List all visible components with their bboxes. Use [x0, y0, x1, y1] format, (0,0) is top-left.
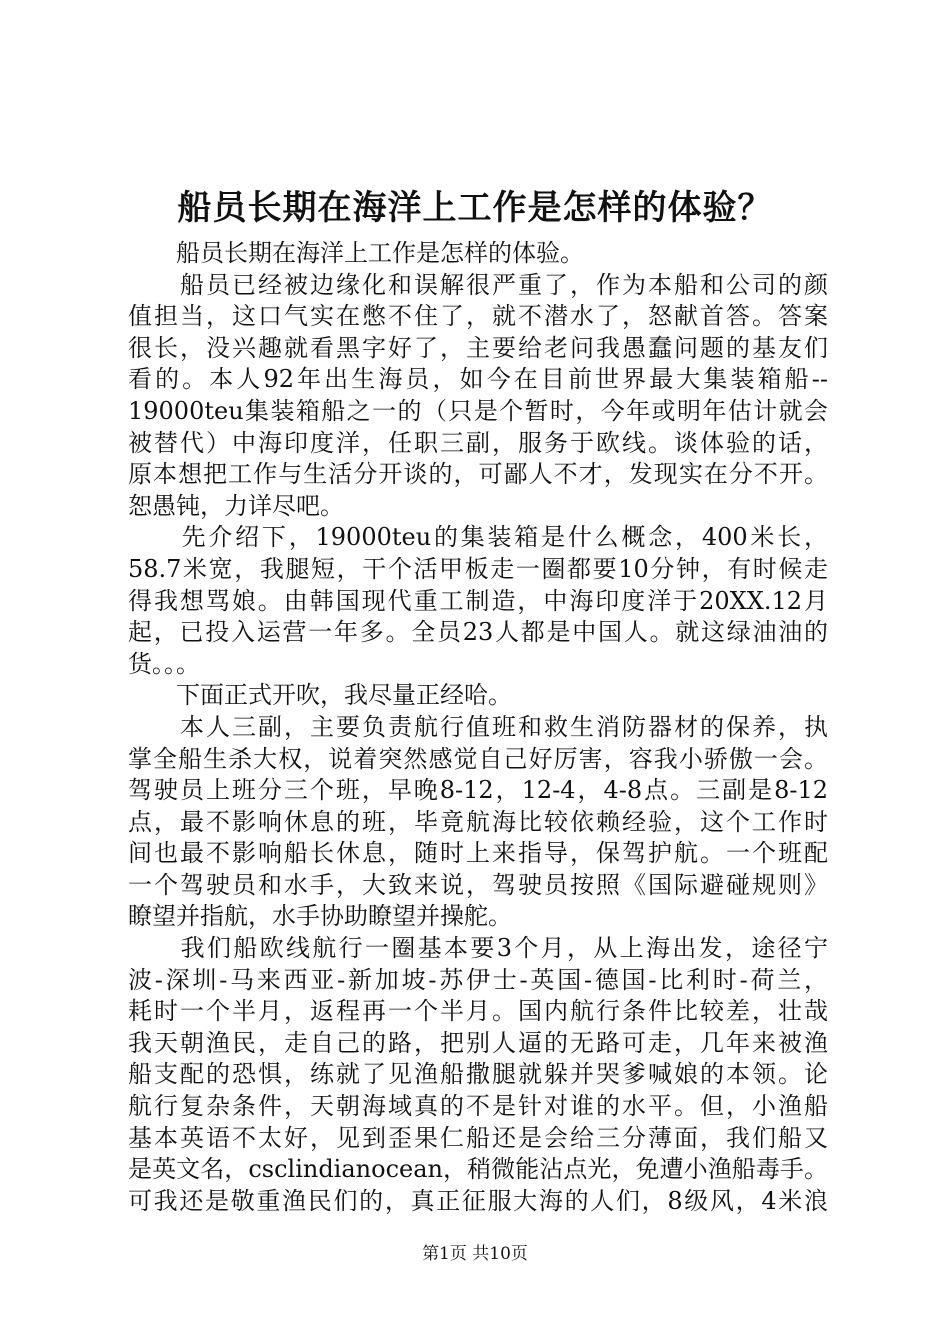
text-line: 瞭望并指航，水手协助瞭望并操舵。 — [128, 902, 512, 931]
text-line: 我们船欧线航行一圈基本要3个月，从上海出发，途径宁 — [128, 934, 828, 963]
text-line: 看的。本人92年出生海员，如今在目前世界最大集装箱船-- — [128, 365, 828, 394]
text-line: 得我想骂娘。由韩国现代重工制造，中海印度洋于20XX.12月 — [128, 586, 828, 615]
text-line: 58.7米宽，我腿短，干个活甲板走一圈都要10分钟，有时候走 — [128, 554, 828, 583]
text-line: 值担当，这口气实在憋不住了，就不潜水了，怒献首答。答案 — [128, 302, 828, 331]
text-line: 原本想把工作与生活分开谈的，可鄙人不才，发现实在分不开。 — [128, 460, 828, 489]
text-line: 起，已投入运营一年多。全员23人都是中国人。就这绿油油的 — [128, 618, 828, 647]
text-line: 很长，没兴趣就看黑字好了，主要给老问我愚蠢问题的基友们 — [128, 333, 828, 362]
text-line: 被替代）中海印度洋，任职三副，服务于欧线。谈体验的话， — [128, 428, 828, 457]
text-line: 船员长期在海洋上工作是怎样的体验。 — [128, 239, 584, 267]
text-line: 船员已经被边缘化和误解很严重了，作为本船和公司的颜 — [128, 270, 828, 299]
text-line: 可我还是敬重渔民们的，真正征服大海的人们，8级风，4米浪 — [128, 1186, 828, 1215]
text-line: 波-深圳-马来西亚-新加坡-苏伊士-英国-德国-比利时-荷兰， — [128, 965, 828, 994]
text-line: 耗时一个半月，返程再一个半月。国内航行条件比较差，壮哉 — [128, 997, 828, 1026]
page-footer: 第1页 共10页 — [422, 1244, 528, 1264]
document-title: 船员长期在海洋上工作是怎样的体验？ — [177, 188, 773, 228]
text-line: 货。。。 — [128, 649, 200, 678]
text-line: 航行复杂条件，天朝海域真的不是针对谁的水平。但，小渔船 — [128, 1092, 828, 1121]
document-body — [128, 238, 828, 1217]
text-line: 恕愚钝，力详尽吧。 — [128, 491, 344, 520]
text-line: 点，最不影响休息的班，毕竟航海比较依赖经验，这个工作时 — [128, 807, 828, 836]
text-line: 本人三副，主要负责航行值班和救生消防器材的保养，执 — [128, 712, 828, 741]
text-line: 间也最不影响船长休息，随时上来指导，保驾护航。一个班配 — [128, 839, 828, 868]
text-line: 基本英语不太好，见到歪果仁船还是会给三分薄面，我们船又 — [128, 1123, 828, 1152]
text-line: 一个驾驶员和水手，大致来说，驾驶员按照《国际避碰规则》 — [128, 870, 828, 899]
text-line: 掌全船生杀大权，说着突然感觉自己好厉害，容我小骄傲一会。 — [128, 744, 828, 773]
text-line: 是英文名，csclindianocean，稍微能沾点光，免遭小渔船毒手。 — [128, 1155, 828, 1184]
text-line: 我天朝渔民，走自己的路，把别人逼的无路可走，几年来被渔 — [128, 1028, 828, 1057]
text-line: 船支配的恐惧，练就了见渔船撒腿就躲并哭爹喊娘的本领。论 — [128, 1060, 828, 1089]
text-line: 先介绍下，19000teu的集装箱是什么概念，400米长， — [128, 523, 828, 552]
text-line: 19000teu集装箱船之一的（只是个暂时，今年或明年估计就会 — [128, 396, 828, 425]
text-line: 下面正式开吹，我尽量正经哈。 — [128, 681, 512, 710]
text-line: 驾驶员上班分三个班，早晚8-12，12-4，4-8点。三副是8-12 — [128, 776, 828, 805]
